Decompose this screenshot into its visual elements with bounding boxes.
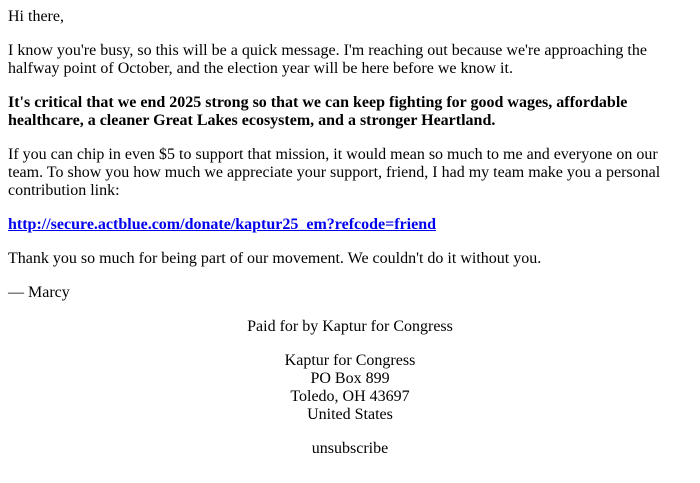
email-footer xyxy=(8,318,692,458)
mission-paragraph: It's critical that we end 2025 strong so that we can keep fighting for good wages, affordable healthcare, a cleaner Great Lakes ecosystem, and a stronger Heartland. xyxy=(8,94,628,129)
address-country: United States xyxy=(307,406,393,423)
donate-link-paragraph xyxy=(8,216,668,234)
donate-link[interactable]: http://secure.actblue.com/donate/kaptur25_em?refcode=friend xyxy=(8,216,437,233)
address-city: Toledo, OH 43697 xyxy=(290,388,410,405)
intro-paragraph: I know you're busy, so this will be a quick message. I'm reaching out because we're approaching the halfway point of October, and the election year will be here before we know it. xyxy=(8,42,647,77)
signoff: — Marcy xyxy=(8,284,70,301)
thanks-paragraph: Thank you so much for being part of our movement. We couldn't do it without you. xyxy=(8,250,542,267)
greeting: Hi there, xyxy=(8,8,64,25)
address-box: PO Box 899 xyxy=(310,370,390,387)
ask-paragraph: If you can chip in even $5 to support that mission, it would mean so much to me and everyone on our team. To show you how much we appreciate your support, friend, I had my team make you a personal contribution link: xyxy=(8,146,661,199)
paid-for-disclaimer: Paid for by Kaptur for Congress xyxy=(247,318,453,335)
unsubscribe-paragraph xyxy=(8,440,692,458)
address-org: Kaptur for Congress xyxy=(284,352,416,369)
unsubscribe-link[interactable]: unsubscribe xyxy=(311,440,389,457)
mailing-address xyxy=(8,352,692,424)
